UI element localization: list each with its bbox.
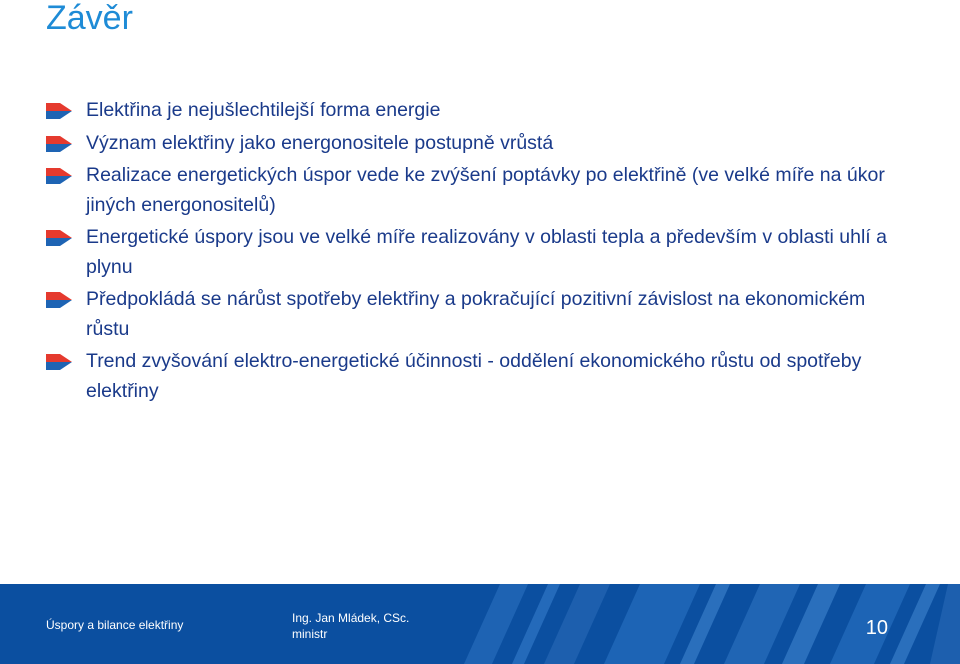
bullet-text: Realizace energetických úspor vede ke zvýšení poptávky po elektřině (ve velké míře na úkor jiných energonositelů) bbox=[86, 164, 885, 216]
footer-presentation-title: Úspory a bilance elektřiny bbox=[46, 618, 184, 632]
page-number: 10 bbox=[865, 617, 888, 639]
arrow-right-icon bbox=[46, 230, 72, 246]
arrow-right-icon bbox=[46, 168, 72, 184]
footer-role: ministr bbox=[292, 627, 328, 641]
arrow-right-icon bbox=[46, 292, 72, 308]
bullet-item bbox=[46, 285, 906, 344]
footer-author: Ing. Jan Mládek, CSc. bbox=[292, 611, 410, 625]
slide-title: Závěr bbox=[46, 0, 133, 37]
bullet-text: Předpokládá se nárůst spotřeby elektřiny a pokračující pozitivní závislost na ekonomickém růstu bbox=[86, 288, 866, 340]
arrow-right-icon bbox=[46, 136, 72, 152]
bullet-text: Význam elektřiny jako energonositele postupně vrůstá bbox=[86, 131, 554, 154]
bullet-item bbox=[46, 347, 906, 406]
arrow-right-icon bbox=[46, 103, 72, 119]
bullet-text: Energetické úspory jsou ve velké míře realizovány v oblasti tepla a především v oblasti uhlí a plynu bbox=[86, 226, 887, 278]
bullet-list bbox=[46, 96, 906, 409]
footer-bar bbox=[0, 584, 960, 664]
bullet-item bbox=[46, 223, 906, 282]
arrow-right-icon bbox=[46, 354, 72, 370]
bullet-text: Trend zvyšování elektro-energetické účinnosti - oddělení ekonomického růstu od spotřeby elektřiny bbox=[86, 350, 862, 402]
bullet-item bbox=[46, 161, 906, 220]
bullet-item bbox=[46, 96, 906, 126]
bullet-text: Elektřina je nejušlechtilejší forma energie bbox=[86, 99, 441, 121]
bullet-item bbox=[46, 129, 906, 159]
